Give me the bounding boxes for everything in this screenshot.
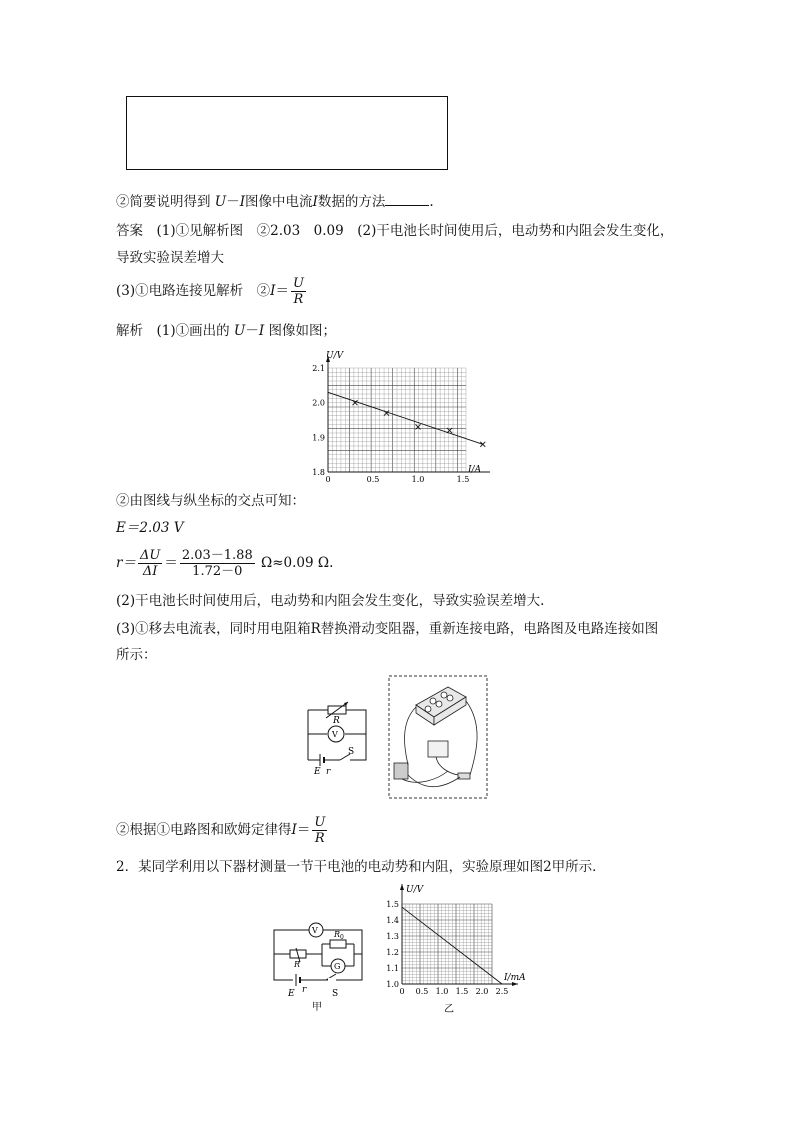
- chart1-ylabel: U/V: [326, 351, 344, 361]
- fraction-u-over-r-2: $\frac{U}{R}$: [314, 815, 326, 846]
- x-tick-label: 1.5: [456, 475, 470, 484]
- fit-line: [328, 392, 483, 444]
- fraction-du-di: $\frac{\Delta U}{\Delta I}$: [139, 548, 161, 579]
- chart2-axes: [400, 884, 518, 986]
- circuit1-v-label: V: [332, 730, 338, 739]
- e-value-line: E＝2.03 V: [116, 520, 184, 536]
- chart2-ylabel: U/V: [406, 885, 424, 895]
- chart2-xlabel: I/mA: [504, 973, 526, 983]
- circuit1-r-small-label: r: [326, 767, 331, 777]
- data-point: [480, 442, 485, 447]
- answer-blank: [385, 193, 429, 206]
- y-tick-label: 1.1: [386, 964, 399, 973]
- circuit2-e-label: E: [288, 989, 295, 999]
- ui-chart-2: [376, 882, 536, 1016]
- answer-box: [126, 96, 448, 170]
- circuit2-v-label: V: [312, 926, 318, 935]
- y-tick-label: 1.4: [386, 916, 399, 925]
- x-tick-label: 0.5: [366, 475, 380, 484]
- analysis-line-1: 解析 (1)①画出的 U－I 图像如图；: [116, 323, 336, 339]
- circuit2-r-small-label: r: [302, 985, 307, 995]
- ui-chart-1: [290, 346, 490, 488]
- analysis-line-4: (3)①移去电流表，同时用电阻箱R替换滑动变阻器，重新连接电路，电路图及电路连接如图: [116, 621, 659, 637]
- chart1-grid: [328, 368, 466, 472]
- x-tick-label: 1.5: [455, 987, 469, 996]
- chart2-grid: [402, 904, 492, 984]
- chart1-ticks: [312, 364, 469, 484]
- x-tick-label: 2.0: [475, 987, 489, 996]
- x-tick-label: 1.0: [435, 987, 449, 996]
- circuit2-r-label: R: [294, 960, 301, 969]
- fraction-u-over-r: $\frac{U}{R}$: [292, 276, 304, 307]
- y-tick-label: 1.0: [386, 980, 399, 989]
- x-tick-label: 0.5: [415, 987, 429, 996]
- y-axis-arrow: [400, 884, 404, 890]
- circuit2-r0-label: R: [334, 930, 341, 939]
- y-tick-label: 1.2: [386, 948, 399, 957]
- circuit1-e-label: E: [314, 767, 321, 777]
- y-tick-label: 1.9: [312, 433, 325, 443]
- analysis-line-3: (2)干电池长时间使用后，电动势和内阻会发生变化，导致实验误差增大.: [116, 593, 545, 609]
- circuit2-s-label: S: [332, 989, 339, 999]
- circuit2-caption: 甲: [312, 1002, 322, 1013]
- question-2: 2．某同学利用以下器材测量一节干电池的电动势和内阻，实验原理如图2甲所示．: [116, 859, 606, 875]
- r-formula-line: r＝ $\frac{\Delta U}{\Delta I}$ ＝ $\frac{2.03-1.88}{1.72-0}$ Ω≈0.09 Ω.: [116, 548, 334, 579]
- fraction-values: $\frac{2.03-1.88}{1.72-0}$: [181, 548, 253, 579]
- chart2-ticks: [386, 900, 508, 996]
- analysis-line-6: ②根据①电路图和欧姆定律得I＝ $\frac{U}{R}$: [116, 815, 326, 846]
- analysis-line-2: ②由图线与纵坐标的交点可知：: [116, 493, 305, 509]
- y-tick-label: 2.0: [312, 398, 325, 408]
- analysis-line-5: 所示：: [116, 647, 157, 663]
- x-tick-label: 2.5: [495, 987, 509, 996]
- y-tick-label: 1.8: [312, 468, 325, 477]
- y-tick-label: 2.1: [312, 364, 325, 373]
- y-tick-label: 1.3: [386, 932, 399, 941]
- circuit2-r0-sub: 0: [340, 934, 344, 941]
- circuit-diagram-1: [300, 692, 375, 777]
- answer-line-2: 导致实验误差增大: [116, 250, 224, 266]
- x-tick-label: 1.0: [411, 475, 425, 484]
- chart1-axes: [326, 356, 490, 474]
- chart1-xlabel: I/A: [468, 465, 482, 475]
- method-question: ②简要说明得到 U－I图像中电流I数据的方法 .: [116, 194, 434, 210]
- circuit1-s-label: S: [348, 747, 355, 757]
- circuit-diagram-2: [266, 912, 370, 1014]
- chart2-caption: 乙: [444, 1004, 454, 1015]
- answer-line-1: 答案 (1)①见解析图 ②2.03 0.09 (2)干电池长时间使用后，电动势和内阻会发生变化，: [116, 223, 674, 239]
- x-tick-label: 0: [399, 987, 405, 996]
- apparatus-drawing: [388, 675, 488, 799]
- circuit1-r-label: R: [333, 716, 340, 726]
- circuit2-g-label: G: [334, 962, 341, 971]
- x-tick-label: 0: [325, 475, 331, 484]
- answer-line-3: (3)①电路连接见解析 ②I＝ $\frac{U}{R}$: [116, 276, 304, 307]
- y-tick-label: 1.5: [386, 900, 399, 909]
